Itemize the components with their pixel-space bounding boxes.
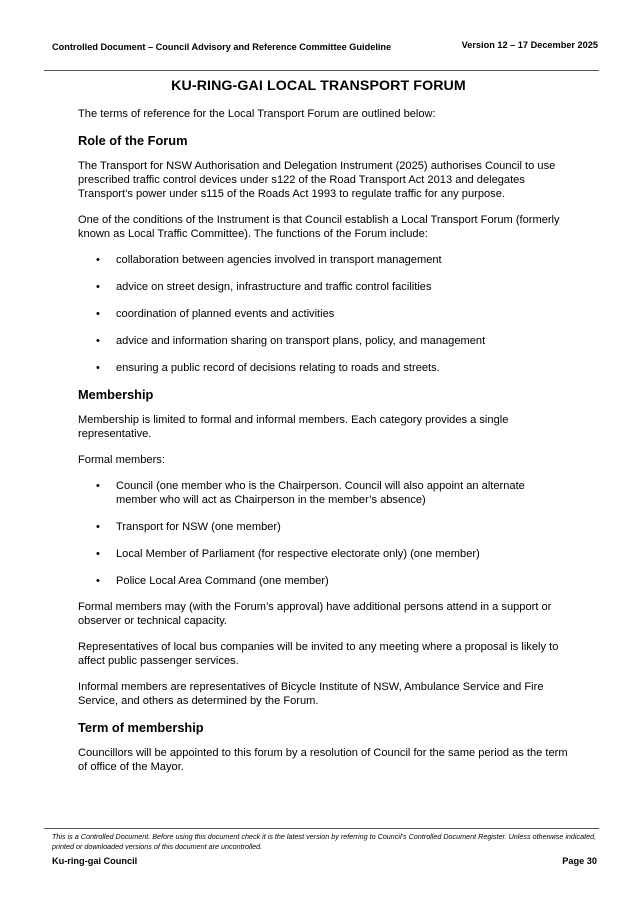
page-footer — [52, 856, 597, 870]
bullet-icon: • — [96, 308, 100, 320]
list-item-text: Transport for NSW (one member) — [116, 521, 281, 533]
bullet-icon: • — [96, 480, 100, 492]
list-item-text: collaboration between agencies involved in transport management — [116, 254, 442, 266]
footer-organisation: Ku-ring-gai Council — [52, 856, 138, 866]
formal-members-list — [78, 479, 568, 588]
list-item-text: Police Local Area Command (one member) — [116, 575, 329, 587]
bullet-icon: • — [96, 335, 100, 347]
list-item — [78, 547, 568, 561]
bullet-icon: • — [96, 548, 100, 560]
controlled-document-disclaimer: This is a Controlled Document. Before using this document check it is the latest version by referring to Council’s Controlled Document Register. Unless otherwise indicated, printed or downloaded versions of this document are uncontrolled. — [52, 832, 597, 851]
header-version: Version 12 – 17 December 2025 — [461, 40, 598, 50]
header-divider — [44, 70, 599, 71]
role-paragraph-1: The Transport for NSW Authorisation and Delegation Instrument (2025) authorises Council to use prescribed traffic control devices under s122 of the Road Transport Act 2013 and delegates Transport’s power under s115 of the Roads Act 1993 to regulate traffic for any purpose. — [78, 160, 556, 200]
membership-paragraph-2: Formal members may (with the Forum’s approval) have additional persons attend in a support or observer or technical capacity. — [78, 601, 552, 627]
list-item — [78, 479, 568, 507]
document-body — [78, 107, 568, 786]
functions-list — [78, 253, 568, 375]
header-document-type: Controlled Document – Council Advisory and Reference Committee Guideline — [52, 42, 392, 52]
bullet-icon: • — [96, 362, 100, 374]
term-paragraph-1: Councillors will be appointed to this forum by a resolution of Council for the same period as the term of office of the Mayor. — [78, 747, 568, 773]
footer-divider — [44, 828, 599, 829]
list-item-text: coordination of planned events and activities — [116, 308, 335, 320]
list-item-text: advice on street design, infrastructure and traffic control facilities — [116, 281, 432, 293]
list-item-text: Council (one member who is the Chairperson. Council will also appoint an alternate member who will act as Chairperson in the member’s absence) — [116, 480, 525, 506]
list-item — [78, 334, 568, 348]
membership-heading: Membership — [78, 387, 154, 402]
bullet-icon: • — [96, 281, 100, 293]
list-item — [78, 253, 568, 267]
list-item — [78, 307, 568, 321]
list-item-text: ensuring a public record of decisions relating to roads and streets. — [116, 362, 440, 374]
role-heading: Role of the Forum — [78, 133, 188, 148]
list-item-text: Local Member of Parliament (for respective electorate only) (one member) — [116, 548, 480, 560]
page-title: KU-RING-GAI LOCAL TRANSPORT FORUM — [171, 78, 466, 94]
bullet-icon: • — [96, 254, 100, 266]
term-heading: Term of membership — [78, 720, 204, 735]
page-header — [52, 40, 598, 56]
membership-paragraph-1: Membership is limited to formal and informal members. Each category provides a single representative. — [78, 414, 509, 440]
membership-paragraph-3: Representatives of local bus companies will be invited to any meeting where a proposal is likely to affect public passenger services. — [78, 641, 559, 667]
list-item-text: advice and information sharing on transport plans, policy, and management — [116, 335, 486, 347]
page-number: Page 30 — [562, 856, 597, 866]
list-item — [78, 361, 568, 375]
intro-paragraph: The terms of reference for the Local Transport Forum are outlined below: — [78, 108, 436, 120]
role-paragraph-2: One of the conditions of the Instrument is that Council establish a Local Transport Forum (formerly known as Local Traffic Committee). The functions of the Forum include: — [78, 214, 560, 240]
bullet-icon: • — [96, 575, 100, 587]
membership-paragraph-4: Informal members are representatives of Bicycle Institute of NSW, Ambulance Service and Fire Service, and others as determined by the Forum. — [78, 681, 544, 707]
list-item — [78, 280, 568, 294]
bullet-icon: • — [96, 521, 100, 533]
list-item — [78, 520, 568, 534]
formal-members-label: Formal members: — [78, 454, 165, 466]
list-item — [78, 574, 568, 588]
